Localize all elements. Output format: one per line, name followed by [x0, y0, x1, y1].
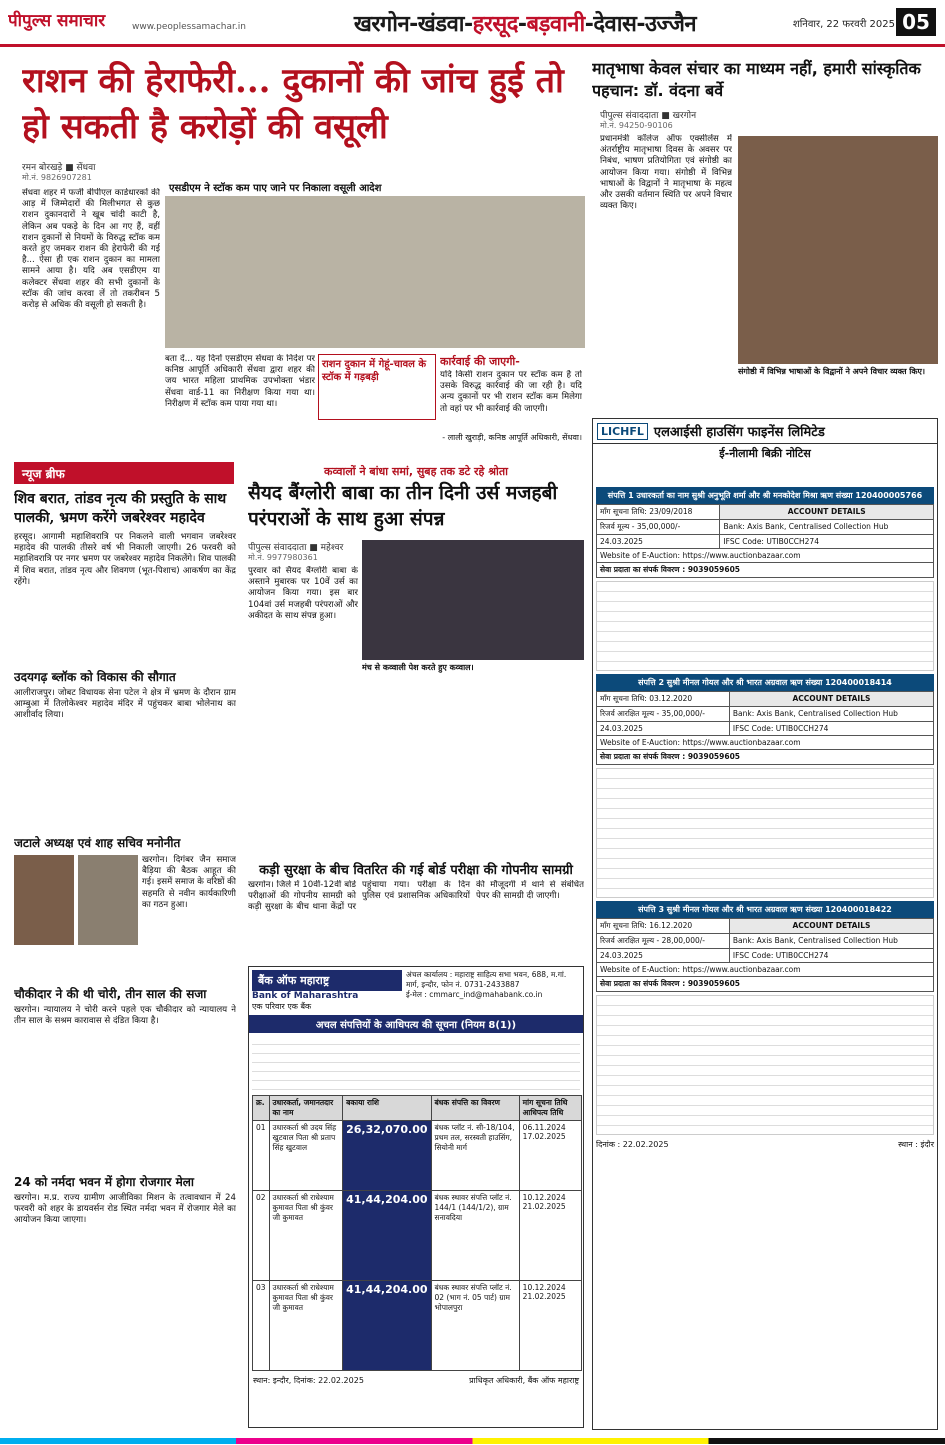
boma-cell: 10.12.2024 21.02.2025 [519, 1281, 581, 1371]
boma-tagline: एक परिवार एक बैंक [252, 1002, 312, 1011]
boma-bank-name-en: Bank of Maharashtra [252, 991, 359, 1001]
boma-cell: उधारकर्ता श्री राधेश्याम कुमावत पिता श्री कुंवर जी कुमावत [269, 1281, 343, 1371]
boma-table [252, 1095, 582, 1371]
boma-cell: बंधक स्थावर संपत्ति प्लॉट नं. 02 (भाग नं. 05 पार्ट) ग्राम भोपालपुरा [431, 1281, 519, 1371]
boma-col-header: क्र. [253, 1096, 270, 1121]
lic-demand: माँग सूचना तिथि: 16.12.2020 [597, 919, 730, 934]
urs-body: पुरवार को सैयद बैंग्लोरी बाबा के अस्ताने मुबारक पर 10वें उर्स का आयोजन किया गया। इस बार 104वां उर्स मजहबी परंपराओं और अकीदत के साथ संपन्न हुआ। [248, 566, 358, 621]
boma-amount: 41,44,204.00 [343, 1281, 431, 1371]
urs-kicker: कव्वालों ने बांधा समां, सुबह तक डटे रहे श्रोता [324, 465, 508, 478]
lic-phone: सेवा प्रदाता का संपर्क विवरण : 9039059605 [597, 750, 934, 765]
boma-fine-print [252, 1036, 580, 1092]
masthead-logo: पीपुल्स समाचार [8, 11, 106, 31]
lic-reserve: रिजर्व आरक्षित मूल्य - 35,00,000/- [597, 707, 730, 722]
masthead-date: शनिवार, 22 फरवरी 2025 [792, 19, 895, 30]
boma-office: अंचल कार्यालय : महाराष्ट्र साहित्य सभा भवन, 688, म.गां. मार्ग, इन्दौर, फोन नं. 0731-2433887 [406, 970, 567, 989]
lic-ifsc: IFSC Code: UTIB0CCH274 [720, 535, 934, 549]
boma-cell: 01 [253, 1121, 270, 1191]
boma-cell: 02 [253, 1191, 270, 1281]
boma-col-header: उधारकर्ता, जमानतदार का नाम [269, 1096, 343, 1121]
lead-quote: यदि किसी राशन दुकान पर स्टॉक कम है तो उसके विरुद्ध कार्रवाई की जा रही है। यदि अन्य दुकानों पर भी राशन स्टॉक कम मिलेगा तो वहां पर भी कार्रवाई की जाएगी। [440, 370, 582, 414]
lic-account-header: ACCOUNT DETAILS [720, 505, 934, 520]
brief-photo [14, 855, 74, 945]
lic-demand: माँग सूचना तिथि: 03.12.2020 [597, 692, 730, 707]
boma-cell: बंधक प्लॉट नं. सी-18/104, प्रथम तल, सरस्वती हाउसिंग, सियोनी मार्ग [431, 1121, 519, 1191]
lic-notice-title: ई-नीलामी बिक्री नोटिस [719, 447, 811, 460]
lead-headline: राशन की हेराफेरी... दुकानों की जांच हुई तो हो सकती है करोड़ों की वसूली [22, 61, 564, 147]
brief-headline: 24 को नर्मदा भवन में होगा रोजगार मेला [14, 1175, 194, 1189]
masthead-url[interactable]: www.peoplessamachar.in [132, 22, 246, 32]
lic-website[interactable]: Website of E-Auction: https://www.auctionbazaar.com [597, 736, 934, 750]
boma-col-header: बकाया राशि [343, 1096, 431, 1121]
lic-phone: सेवा प्रदाता का संपर्क विवरण : 9039059605 [597, 977, 934, 992]
lic-footer-place: स्थान : इंदौर [898, 1140, 934, 1149]
masthead-rule [0, 44, 945, 47]
boma-notice [248, 966, 584, 1428]
boma-col-header: मांग सूचना तिथि आधिपत्य तिथि [519, 1096, 581, 1121]
right-photo [738, 136, 938, 364]
lic-property-table [596, 504, 934, 578]
brief-body: आलीराजपुर। जोबट विधायक सेना पटेल ने क्षेत्र में भ्रमण के दौरान ग्राम आम्बुआ में तिलोकेश्वर महादेव मंदिर में पहुंचकर बाबा भोलेनाथ का आशीर्वाद लिया। [14, 688, 236, 721]
right-byline: पीपुल्स संवाददाता ■ खरगोन [600, 111, 697, 121]
boma-col-header: बंधक संपत्ति का विवरण [431, 1096, 519, 1121]
print-color-bar [0, 1438, 945, 1444]
lic-notice [592, 418, 938, 1430]
lic-fine-print [596, 768, 934, 898]
lic-bank: Bank: Axis Bank, Centralised Collection Hub [729, 934, 933, 949]
brief-headline: शिव बरात, तांडव नृत्य की प्रस्तुति के साथ पालकी, भ्रमण करेंगे जबरेश्वर महादेव [14, 491, 227, 526]
lic-property-title: संपत्ति 3 सुश्री मीनल गोयल और श्री भारत अग्रवाल ऋण संख्या 120400018422 [596, 901, 934, 918]
urs-photo [362, 540, 584, 660]
lic-auction-date: 24.03.2025 [597, 949, 730, 963]
lead-mobile: मो.नं. 9826907281 [22, 173, 92, 182]
lic-bank: Bank: Axis Bank, Centralised Collection Hub [720, 520, 934, 535]
lic-account-header: ACCOUNT DETAILS [729, 919, 933, 934]
lead-sidebox [318, 354, 436, 420]
boma-cell: 06.11.2024 17.02.2025 [519, 1121, 581, 1191]
lic-fine-print [596, 581, 934, 671]
exam-body: खरगोन। जिले में 10वीं-12वीं बोर्ड परीक्षाओं की गोपनीय सामग्री को कड़ी सुरक्षा के बीच थाना केंद्रों पर पहुंचाया गया। परीक्षा के दिन पुलिस एवं प्रशासनिक अधिकारियों की मौजूदगी में थाने से संबंधित पेपर की सामग्री दी जाएगी। [248, 880, 584, 913]
boma-cell: बंधक स्थावर संपत्ति प्लॉट नं. 144/1 (144/1/2), ग्राम सनावदिया [431, 1191, 519, 1281]
right-headline: मातृभाषा केवल संचार का माध्यम नहीं, हमारी सांस्कृतिक पहचान: डॉ. वंदना बर्वे [592, 59, 921, 100]
brief-headline: चौकीदार ने की थी चोरी, तीन साल की सजा [14, 987, 207, 1001]
lic-ifsc: IFSC Code: UTIB0CCH274 [729, 722, 933, 736]
lic-property-table [596, 691, 934, 765]
lic-property-table [596, 918, 934, 992]
boma-email[interactable]: ई-मेल : cmmarc_ind@mahabank.co.in [406, 990, 543, 999]
urs-mobile: मो.नं. 9977980361 [248, 553, 318, 562]
lic-company: एलआईसी हाउसिंग फाइनेंस लिमिटेड [653, 425, 825, 440]
boma-sign-date: स्थान: इन्दौर, दिनांक: 22.02.2025 [253, 1376, 364, 1385]
brief-body: हरसूद। आगामी महाशिवरात्रि पर निकलने वाली भगवान जबरेश्वर महादेव की पालकी तीसरे वर्ष भी निकाली जाएगी। 26 फरवरी को महाशिवरात्रि पर नगर भ्रमण पर जबरेश्वर महादेव निकलेंगे। शिव पालकी में शिव बरात, तांडव नृत्य और शिवगण (भूत-पिशाच) आकर्षण का केंद्र रहेंगे। [14, 532, 236, 587]
lead-photo-caption: एसडीएम ने स्टॉक कम पाए जाने पर निकाला वसूली आदेश [165, 178, 585, 196]
brief-headline: उदयगढ़ ब्लॉक को विकास की सौगात [14, 670, 176, 684]
brief-headline: जटाले अध्यक्ष एवं शाह सचिव मनोनीत [14, 836, 181, 850]
urs-photo-caption: मंच से कव्वाली पेश करते हुए कव्वाल। [362, 663, 474, 672]
lead-body-2: बता दें... यह दिनों एसडीएम सेंधवा के निर्देश पर कनिष्ठ आपूर्ति अधिकारी सेंधवा द्वारा शहर की जय भारत महिला प्राथमिक उपभोक्ता भंडार सेंधवा वार्ड-11 का निरीक्षण किया गया था। निरीक्षण में स्टॉक कम पाया गया था। [165, 354, 315, 409]
lic-account-header: ACCOUNT DETAILS [729, 692, 933, 707]
lic-phone: सेवा प्रदाता का संपर्क विवरण : 9039059605 [597, 563, 934, 578]
lic-reserve: रिजर्व मूल्य - 35,00,000/- [597, 520, 720, 535]
brief-body: खरगोन। दिगंबर जैन समाज बैड़िया की बैठक आहूत की गई। इसमें समाज के वरिष्ठों की सहमति से नवीन कार्यकारिणी का गठन हुआ। [142, 855, 236, 910]
exam-headline: कड़ी सुरक्षा के बीच वितरित की गई बोर्ड परीक्षा की गोपनीय सामग्री [259, 863, 573, 878]
lic-auction-date: 24.03.2025 [597, 722, 730, 736]
lic-logo: LICHFL [597, 423, 648, 440]
brief-photo [78, 855, 138, 945]
lead-action-subhead: कार्रवाई की जाएगी- [440, 355, 520, 368]
lead-photo [165, 178, 585, 348]
boma-cell: उधारकर्ता श्री राधेश्याम कुमावत पिता श्री कुंवर जी कुमावत [269, 1191, 343, 1281]
lead-sidebox-head: राशन दुकान में गेहूं-चावल के स्टॉक में गड़बड़ी [322, 359, 427, 383]
masthead-cities: खरगोन-खंडवा-हरसूद-बड़वानी-देवास-उज्जैन [353, 12, 697, 37]
lic-footer-date: दिनांक : 22.02.2025 [596, 1140, 669, 1149]
page-number: 05 [896, 8, 936, 36]
right-photo-caption: संगोष्ठी में विभिन्न भाषाओं के विद्वानों ने अपने विचार व्यक्त किए। [738, 367, 925, 376]
boma-cell: उधारकर्ता श्री उदय सिंह खुटवाल पिता श्री प्रताप सिंह खुटवाल [269, 1121, 343, 1191]
lic-reserve: रिजर्व आरक्षित मूल्य - 28,00,000/- [597, 934, 730, 949]
lic-auction-date: 24.03.2025 [597, 535, 720, 549]
lic-property-title: संपत्ति 1 उधारकर्ता का नाम सुश्री अनुभूति शर्मा और श्री मनकोदेश मिश्रा ऋण संख्या 120400005766 [596, 487, 934, 504]
right-mobile: मो.नं. 94250-90106 [600, 121, 673, 130]
lic-ifsc: IFSC Code: UTIB0CCH274 [729, 949, 933, 963]
table-row [253, 1281, 582, 1371]
boma-title: अचल संपत्तियों के आधिपत्य की सूचना (नियम 8(1)) [249, 1015, 583, 1033]
lic-property-title: संपत्ति 2 सुश्री मीनल गोयल और श्री भारत अग्रवाल ऋण संख्या 120400018414 [596, 674, 934, 691]
lic-website[interactable]: Website of E-Auction: https://www.auctionbazaar.com [597, 549, 934, 563]
boma-cell: 03 [253, 1281, 270, 1371]
boma-amount: 26,32,070.00 [343, 1121, 431, 1191]
brief-body: खरगोन। म.प्र. राज्य ग्रामीण आजीविका मिशन के तत्वावधान में 24 फरवरी को शहर के डायवर्सन रोड स्थित नर्मदा भवन में रोजगार मेले का आयोजन किया जाएगा। [14, 1193, 236, 1226]
brief-body: खरगोन। न्यायालय ने चोरी करने पहले एक चौकीदार को न्यायालय ने तीन साल के सश्रम कारावास से दंडित किया है। [14, 1005, 236, 1027]
news-brief-label: न्यूज ब्रीफ [14, 462, 234, 484]
lic-demand: माँग सूचना तिथि: 23/09/2018 [597, 505, 720, 520]
boma-signatory: प्राधिकृत अधिकारी, बैंक ऑफ महाराष्ट्र [469, 1376, 579, 1385]
table-row [253, 1191, 582, 1281]
lead-body-1: सेंधवा शहर में फर्जी बीपीएल कार्डधारकों की आड़ में जिम्मेदारों की मिलीभगत से कुछ राशन दुकानदारों ने खूब चांदी काटी है, लेकिन अब पकड़े के दिन आ गए हैं, वहीं राशन दुकानों से नियमों के विरुद्ध स्टॉक कम करते हुए जमकर राशन की हेराफेरी की गई है... ऐसा ही एक राशन दुकान का मामला सामने आया है। यदि अब एसडीएम या कलेक्टर सेंधवा शहर की सभी दुकानों के स्टॉक की जांच करवा लें तो तकरीबन 5 करोड़ से अधिक की वसूली हो सकती है। [22, 188, 160, 311]
urs-headline: सैयद बैंग्लोरी बाबा का तीन दिनी उर्स मजहबी परंपराओं के साथ हुआ संपन्न [248, 482, 558, 530]
lic-website[interactable]: Website of E-Auction: https://www.auctionbazaar.com [597, 963, 934, 977]
lead-quote-by: - लाली खुराड़ी, कनिष्ठ आपूर्ति अधिकारी, सेंधवा। [442, 433, 582, 442]
urs-byline: पीपुल्स संवाददाता ■ महेश्वर [248, 543, 344, 553]
boma-cell: 10.12.2024 21.02.2025 [519, 1191, 581, 1281]
news-brief-column [14, 490, 236, 1430]
boma-bank-name: बैंक ऑफ महाराष्ट्र [252, 970, 402, 991]
table-row [253, 1121, 582, 1191]
lic-fine-print [596, 995, 934, 1135]
boma-amount: 41,44,204.00 [343, 1191, 431, 1281]
right-body: प्रधानमंत्री कॉलेज ऑफ एक्सीलेंस में अंतर्राष्ट्रीय मातृभाषा दिवस के अवसर पर निबंध, भाषण प्रतियोगिता एवं संगोष्ठी का आयोजन किया गया। संगोष्ठी में विभिन्न भाषाओं के विद्वानों ने मातृभाषा के महत्व और उसकी वर्तमान स्थिति पर अपने विचार व्यक्त किए। [600, 134, 732, 212]
lead-byline: रमन बोरखड़े ■ सेंधवा [22, 163, 96, 173]
lic-bank: Bank: Axis Bank, Centralised Collection Hub [729, 707, 933, 722]
